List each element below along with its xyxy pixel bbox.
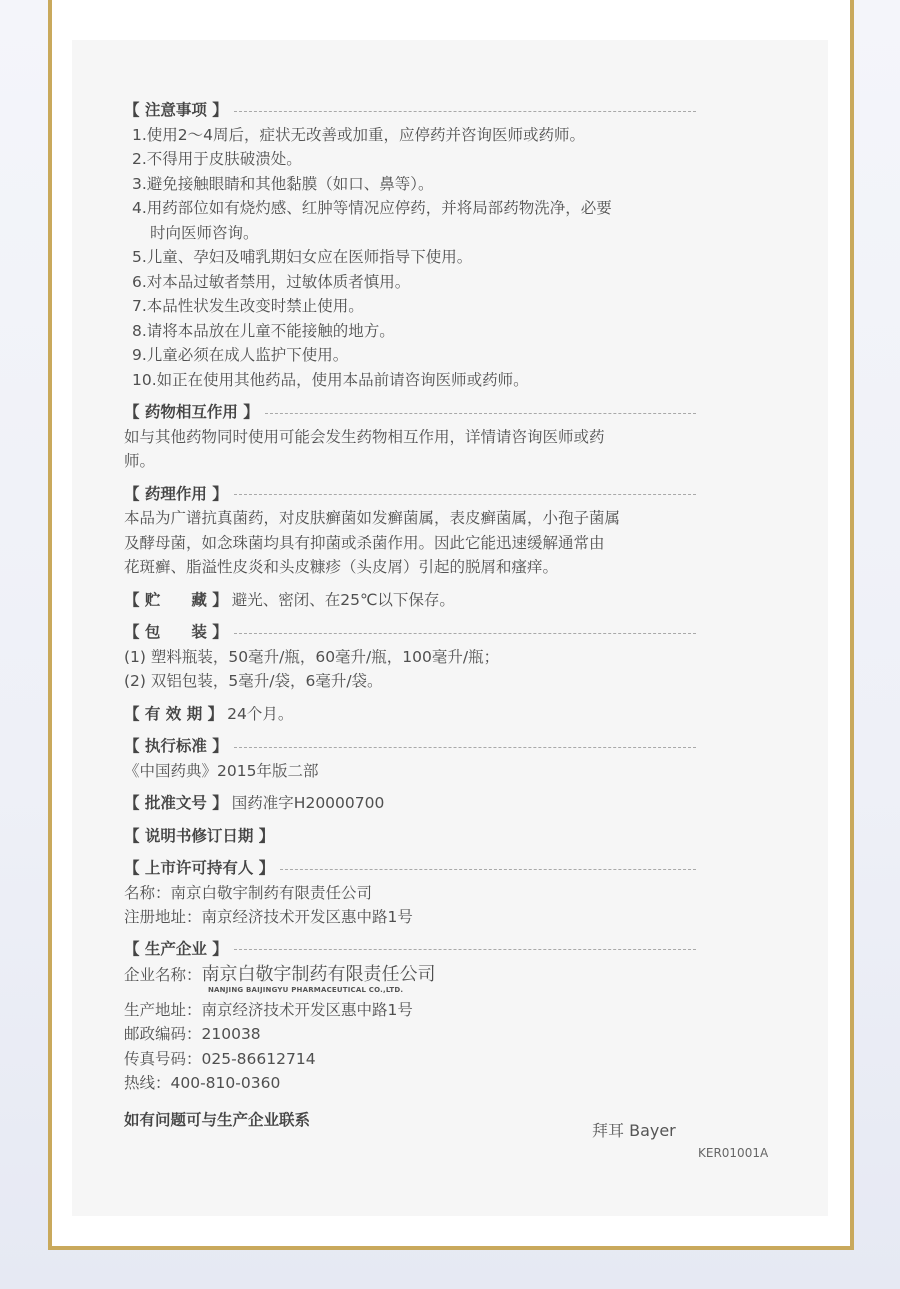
paragraph-line: 本品为广谱抗真菌药，对皮肤癣菌如发癣菌属，表皮癣菌属，小孢子菌属 (124, 509, 621, 527)
interactions-header (124, 400, 696, 425)
paragraph-line: 邮政编码：210038 (124, 1025, 261, 1043)
approval-text: 国药准字H20000700 (231, 794, 385, 812)
list-item: 1.使用2～4周后，症状无改善或加重，应停药并咨询医师或药师。 (132, 125, 586, 144)
storage-section (124, 588, 696, 613)
paragraph-line: 如与其他药物同时使用可能会发生药物相互作用，详情请咨询医师或药 (124, 427, 605, 446)
paragraph-line: (2) 双铝包装，5毫升/袋，6毫升/袋。 (124, 672, 383, 690)
paragraph-line: 名称：南京白敬宇制药有限责任公司 (124, 883, 373, 902)
section-title: 【 上市许可持有人 】 (124, 859, 275, 877)
leaflet-content (124, 98, 696, 1132)
precautions-header (124, 98, 696, 123)
validity-section (124, 702, 696, 727)
list-item: 时向医师咨询。 (150, 223, 259, 242)
manufacturer-section (124, 938, 696, 1096)
dashed-divider (234, 494, 696, 495)
section-title: 【 有 效 期 】 (124, 704, 224, 723)
revision-header (124, 824, 696, 849)
section-title: 【 贮 藏 】 (124, 590, 228, 609)
dashed-divider (234, 633, 696, 634)
dashed-divider (280, 869, 696, 870)
interactions-section (124, 400, 696, 474)
paragraph-line: 生产地址：南京经济技术开发区惠中路1号 (124, 1000, 413, 1019)
validity-header (124, 702, 696, 727)
list-item: 4.用药部位如有烧灼感、红肿等情况应停药，并将局部药物洗净，必要 (132, 199, 612, 217)
brand-label: 拜耳 Bayer (592, 1121, 676, 1140)
paragraph-line: 传真号码：025-86612714 (124, 1049, 316, 1068)
paragraph-line: 及酵母菌，如念珠菌均具有抑菌或杀菌作用。因此它能迅速缓解通常由 (124, 533, 605, 552)
packaging-section (124, 620, 696, 694)
dashed-divider (234, 111, 696, 112)
paragraph-line: 注册地址：南京经济技术开发区惠中路1号 (124, 908, 413, 926)
list-item: 5.儿童、孕妇及哺乳期妇女应在医师指导下使用。 (132, 248, 473, 266)
company-name-label: 企业名称： (124, 965, 202, 984)
paragraph-line: 花斑癣、脂溢性皮炎和头皮糠疹（头皮屑）引起的脱屑和瘙痒。 (124, 558, 559, 576)
dashed-divider (234, 747, 696, 748)
list-item: 8.请将本品放在儿童不能接触的地方。 (132, 321, 395, 340)
validity-text: 24个月。 (227, 704, 294, 723)
list-item: 3.避免接触眼睛和其他黏膜（如口、鼻等）。 (132, 174, 434, 193)
contact-note: 如有问题可与生产企业联系 (124, 1110, 311, 1129)
document-code: KER01001A (698, 1146, 769, 1160)
pharmacology-header (124, 482, 696, 507)
list-item: 10.如正在使用其他药品，使用本品前请咨询医师或药师。 (132, 370, 529, 389)
company-name-cn: 南京白敬宇制药有限责任公司 (201, 963, 436, 985)
section-title: 【 说明书修订日期 】 (124, 826, 275, 845)
holder-section (124, 856, 696, 930)
packaging-header (124, 620, 696, 645)
list-item: 6.对本品过敏者禁用，过敏体质者慎用。 (132, 272, 411, 291)
dashed-divider (265, 413, 696, 414)
section-title: 【 生产企业 】 (124, 939, 228, 958)
holder-header (124, 856, 696, 881)
storage-text: 避光、密闭、在25℃以下保存。 (231, 590, 455, 609)
section-title: 【 包 装 】 (124, 623, 228, 641)
list-item: 9.儿童必须在成人监护下使用。 (132, 346, 349, 364)
standard-section (124, 734, 696, 783)
manufacturer-header (124, 938, 696, 960)
list-item: 2.不得用于皮肤破溃处。 (132, 150, 302, 168)
paragraph-line: 热线：400-810-0360 (124, 1074, 281, 1092)
storage-header (124, 588, 696, 613)
section-title: 【 批准文号 】 (124, 794, 228, 812)
dashed-divider (234, 949, 696, 950)
paragraph-line: 《中国药典》2015年版二部 (124, 761, 319, 780)
paragraph-line: 师。 (124, 452, 156, 470)
precautions-section (124, 98, 696, 392)
paragraph-line: (1) 塑料瓶装，50毫升/瓶，60毫升/瓶，100毫升/瓶； (124, 647, 500, 666)
revision-section (124, 824, 696, 849)
approval-header (124, 791, 696, 816)
standard-header (124, 734, 696, 759)
section-title: 【 药理作用 】 (124, 484, 228, 503)
company-name-row (124, 964, 696, 986)
pharmacology-section (124, 482, 696, 580)
list-item: 7.本品性状发生改变时禁止使用。 (132, 297, 364, 315)
company-name-en: NANJING BAIJINGYU PHARMACEUTICAL CO.,LTD. (208, 985, 404, 994)
section-title: 【 执行标准 】 (124, 737, 228, 755)
section-title: 【 注意事项 】 (124, 101, 228, 119)
approval-section (124, 791, 696, 816)
section-title: 【 药物相互作用 】 (124, 403, 259, 421)
